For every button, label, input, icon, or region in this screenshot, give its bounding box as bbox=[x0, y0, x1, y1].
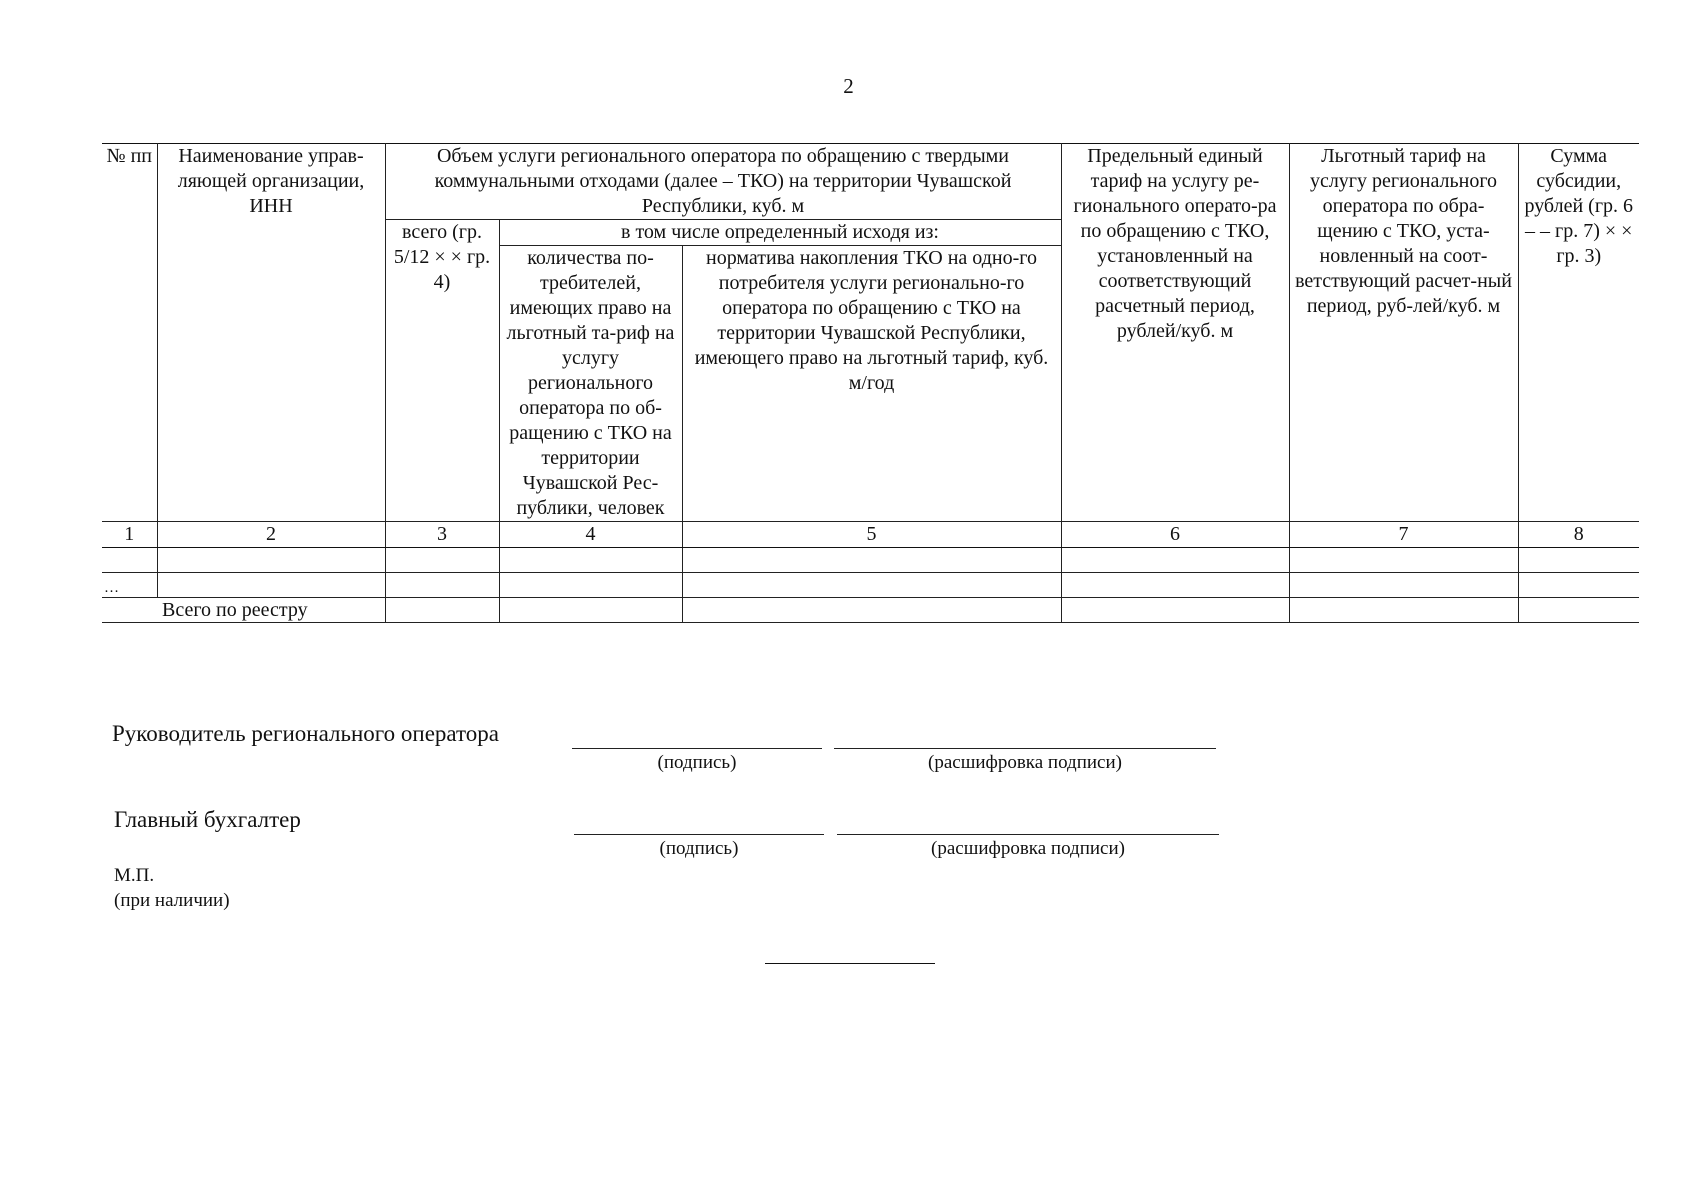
header-max-tariff: Предельный единый тариф на услугу ре-гионального операто-ра по обращению с ТКО, установленный на соответствующий расчетный период, рублей/куб. м bbox=[1061, 144, 1289, 522]
accountant-decode-caption: (расшифровка подписи) bbox=[931, 838, 1125, 859]
head-label: Руководитель регионального оператора bbox=[112, 721, 499, 746]
total-row bbox=[102, 598, 1639, 623]
end-divider bbox=[765, 963, 935, 964]
column-number: 1 bbox=[102, 522, 157, 548]
accountant-label: Главный бухгалтер bbox=[114, 807, 301, 832]
header-volume-total: всего (гр. 5/12 × × гр. 4) bbox=[385, 220, 499, 522]
column-number: 8 bbox=[1518, 522, 1639, 548]
accountant-decode-line[interactable] bbox=[837, 834, 1219, 835]
column-number: 4 bbox=[499, 522, 682, 548]
header-subsidy-sum: Сумма субсидии, рублей (гр. 6 – – гр. 7) × × гр. 3) bbox=[1518, 144, 1639, 522]
page-number: 2 bbox=[843, 74, 854, 98]
header-number: № пп bbox=[102, 144, 157, 522]
header-organization: Наименование управ-ляющей организации, ИНН bbox=[157, 144, 385, 522]
head-signature-line[interactable] bbox=[572, 748, 822, 749]
ellipsis-cell: … bbox=[102, 573, 157, 598]
header-preferential-tariff: Льготный тариф на услугу регионального оператора по обра-щению с ТКО, уста-новленный на соот-ветствующий расчет-ный период, руб-лей/куб. м bbox=[1289, 144, 1518, 522]
header-accumulation-norm: норматива накопления ТКО на одно-го потребителя услуги регионально-го оператора по обращению с ТКО на территории Чувашской Республики, имеющего право на льготный тариф, куб. м/год bbox=[682, 246, 1061, 522]
header-including: в том числе определенный исходя из: bbox=[499, 220, 1061, 246]
head-decode-caption: (расшифровка подписи) bbox=[928, 752, 1122, 773]
column-number: 7 bbox=[1289, 522, 1518, 548]
total-label: Всего по реестру bbox=[102, 598, 385, 623]
column-number: 2 bbox=[157, 522, 385, 548]
table-row bbox=[102, 548, 1639, 573]
stamp-note: (при наличии) bbox=[114, 890, 230, 911]
column-number: 6 bbox=[1061, 522, 1289, 548]
header-volume-group: Объем услуги регионального оператора по обращению с твердыми коммунальными отходами (далее – ТКО) на территории Чувашской Республики, куб. м bbox=[385, 144, 1061, 220]
column-numbers-row bbox=[102, 522, 1639, 548]
stamp-label: М.П. bbox=[114, 865, 155, 886]
head-signature-caption: (подпись) bbox=[657, 752, 737, 773]
column-number: 3 bbox=[385, 522, 499, 548]
head-decode-line[interactable] bbox=[834, 748, 1216, 749]
table-row bbox=[102, 573, 1639, 598]
registry-table bbox=[102, 143, 1639, 623]
column-number: 5 bbox=[682, 522, 1061, 548]
accountant-signature-caption: (подпись) bbox=[659, 838, 739, 859]
accountant-signature-line[interactable] bbox=[574, 834, 824, 835]
header-consumers-count: количества по-требителей, имеющих право на льготный та-риф на услугу регионального оператора по об-ращению с ТКО на территории Чувашской Рес-публики, человек bbox=[499, 246, 682, 522]
